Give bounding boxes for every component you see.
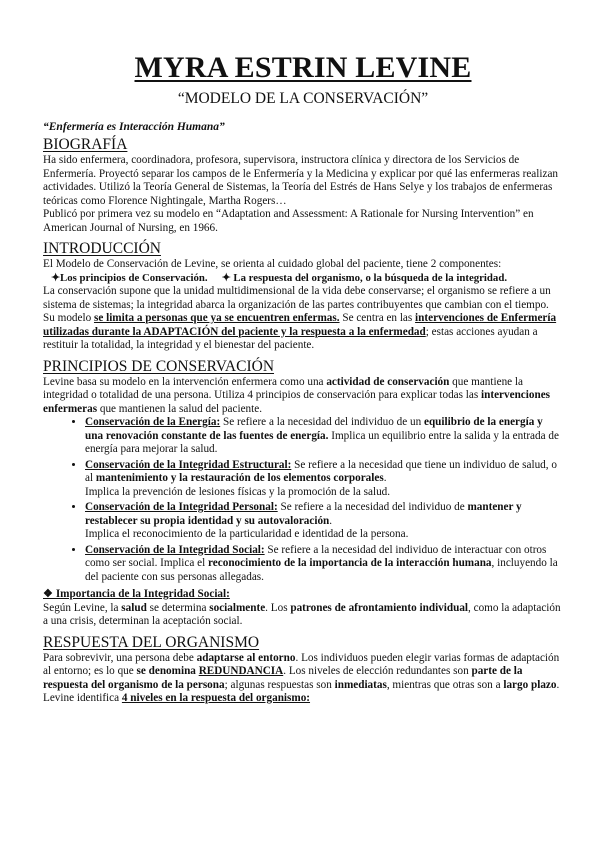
principios-list [43, 416, 563, 584]
introduccion-paragraph-1: El Modelo de Conservación de Levine, se orienta al cuidado global del paciente, tiene 2 componentes: [43, 258, 502, 270]
list-item-social: • Conservación de la Integridad Social: Se refiere a la necesidad del individuo de interactuar con otros como ser social. Implica el reconocimiento de la importancia de la interacción humana, incluyendo la del paciente con sus personas allegadas. [85, 544, 563, 585]
introduccion-components [43, 272, 563, 286]
respuesta-paragraph: Para sobrevivir, una persona debe adaptarse al entorno. Los individuos pueden elegir varias formas de adaptación al entorno; es lo que se denomina REDUNDANCIA. Los niveles de elección redundantes son parte de la respuesta del organismo de la persona; algunas respuestas son inmediatas, mientras que otras son a largo plazo. Levine identifica 4 niveles en la respuesta del organismo: [43, 651, 560, 704]
component-item-2: ✦ La respuesta del organismo, o la búsqueda de la integridad. [221, 271, 508, 284]
importancia-heading: ❖ Importancia de la Integridad Social: [43, 588, 230, 600]
heading-respuesta: RESPUESTA DEL ORGANISMO [43, 633, 260, 651]
importancia-paragraph: Según Levine, la salud se determina socialmente. Los patrones de afrontamiento individual, como la adaptación a una crisis, determinan la aceptación social. [43, 601, 561, 627]
heading-biografia: BIOGRAFÍA [43, 136, 128, 153]
list-item-estructural: • Conservación de la Integridad Estructural: Se refiere a la necesidad que tiene un individuo de salud, o al mantenimiento y la restauración de los elementos corporales. Implica la prevención de lesiones físicas y la promoción de la salud. [85, 459, 563, 500]
heading-principios: PRINCIPIOS DE CONSERVACIÓN [43, 357, 275, 375]
document-subtitle: “MODELO DE LA CONSERVACIÓN” [177, 90, 429, 107]
principios-paragraph: Levine basa su modelo en la intervención enfermera como una actividad de conservación que mantiene la integridad o totalidad de una persona. Utiliza 4 principios de conservación para explicar todas las intervenciones enfermeras que mantienen la salud del paciente. [43, 375, 551, 415]
introduccion-paragraph-2: La conservación supone que la unidad multidimensional de la vida debe conservarse; el organismo se refiere a un sistema de sistemas; la integridad abarca la organización de las partes contribuyentes que cambian con el tiempo. Su modelo se limita a personas que ya se encuentren enfermas. Se centra en las intervenciones de Enfermería utilizadas durante la ADAPTACIÓN del paciente y la respuesta a la enfermedad; estas acciones ayudan a restituir la totalidad, la integridad y el bienestar del paciente. [43, 285, 557, 351]
biografia-paragraph-1: Ha sido enfermera, coordinadora, profesora, supervisora, instructora clínica y directora de los Servicios de Enfermería. Proyectó separar los campos de le Enfermería y la Medicina y explicar por qué las enfermeras realizan actividades. Utilizó la Teoría General de Sistemas, la Teoría del Estrés de Hans Selye y los trabajos de enfermeras teóricas como Florence Nightingale, Martha Rogers… [43, 154, 559, 207]
list-item-personal: • Conservación de la Integridad Personal: Se refiere a la necesidad del individuo de mantener y restablecer su propia identidad y su autovaloración. Implica el reconocimiento de la particularidad e identidad de la persona. [85, 501, 563, 542]
list-item-energia: • Conservación de la Energía: Se refiere a la necesidad del individuo de un equilibrio de la energía y una renovación constante de las fuentes de energía. Implica un equilibrio entre la salida y la entrada de energía para mejorar la salud. [85, 416, 563, 457]
heading-introduccion: INTRODUCCIÓN [43, 240, 161, 257]
tagline-quote: “Enfermería es Interacción Humana” [43, 121, 225, 133]
biografia-paragraph-2: Publicó por primera vez su modelo en “Adaptation and Assessment: A Rationale for Nursing Intervention” en American Journal of Nursing, en 1966. [43, 208, 534, 234]
document-title: MYRA ESTRIN LEVINE [134, 51, 472, 84]
component-item-1: ✦Los principios de Conservación. [51, 271, 208, 284]
document-page [43, 52, 563, 706]
